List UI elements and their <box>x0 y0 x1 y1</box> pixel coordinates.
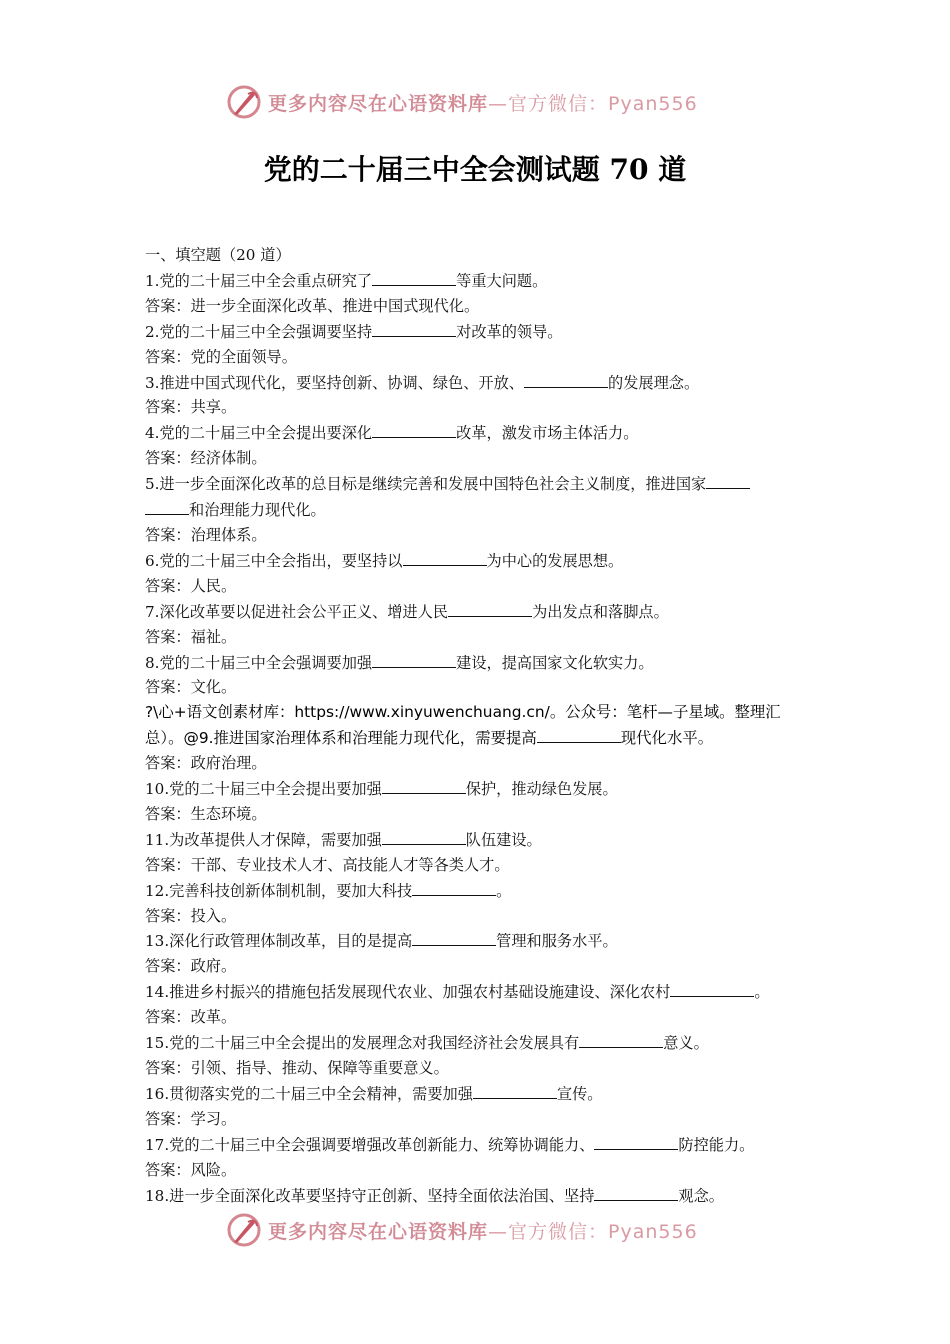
question-text: 11.为改革提供人才保障，需要加强 <box>145 830 382 849</box>
question-text: 1.党的二十届三中全会重点研究了 <box>145 271 373 290</box>
question-7 <box>145 599 813 625</box>
question-15 <box>145 1030 813 1056</box>
answer-10: 答案：生态环境。 <box>145 804 267 823</box>
question-6 <box>145 548 813 574</box>
question-text: 5.进一步全面深化改革的总目标是继续完善和发展中国特色社会主义制度，推进国家 <box>145 475 707 494</box>
question-text-tail: 防控能力。 <box>678 1135 755 1154</box>
answer-blank <box>473 1081 557 1099</box>
question-text: 15.党的二十届三中全会提出的发展理念对我国经济社会发展具有 <box>145 1034 580 1053</box>
footer-banner <box>226 1210 698 1250</box>
promo-notice-question-9 <box>145 700 813 751</box>
answer-8: 答案：文化。 <box>145 678 237 697</box>
answer-1: 答案：进一步全面深化改革、推进中国式现代化。 <box>145 296 480 315</box>
answer-15: 答案：引领、指导、推动、保障等重要意义。 <box>145 1059 449 1077</box>
header-banner <box>226 82 698 122</box>
answer-11: 答案：干部、专业技术人才、高技能人才等各类人才。 <box>145 855 510 874</box>
question-text-tail: 队伍建设。 <box>465 830 542 849</box>
banner-text <box>268 1217 698 1244</box>
question-text-tail: 为出发点和落脚点。 <box>532 602 669 621</box>
answer-blank <box>670 979 754 997</box>
answer-2: 答案：党的全面领导。 <box>145 347 297 366</box>
banner-brand: 更多内容尽在心语资料库 <box>268 92 489 115</box>
answer-blank <box>372 420 456 438</box>
question-text-tail: 的发展理念。 <box>608 373 700 392</box>
answer-blank <box>594 1132 678 1150</box>
question-text: 2.党的二十届三中全会强调要坚持 <box>145 322 373 341</box>
answer-blank <box>403 548 487 566</box>
quill-logo-icon <box>226 1212 262 1248</box>
question-text: 17.党的二十届三中全会强调要增强改革创新能力、统筹协调能力、 <box>145 1135 595 1154</box>
answer-9: 答案：政府治理。 <box>145 754 267 773</box>
question-2 <box>145 319 813 345</box>
question-text: 16.贯彻落实党的二十届三中全会精神，需要加强 <box>145 1084 473 1103</box>
section-heading: 一、填空题（20 道） <box>145 246 291 264</box>
banner-tail: 官方微信：Pyan556 <box>508 1220 698 1243</box>
question-11 <box>145 827 813 853</box>
answer-blank <box>594 1183 678 1201</box>
question-text-tail: 宣传。 <box>556 1084 603 1103</box>
question-text: 18.进一步全面深化改革要坚持守正创新、坚持全面依法治国、坚持 <box>145 1186 595 1205</box>
answer-13: 答案：政府。 <box>145 957 237 976</box>
banner-tail: 官方微信：Pyan556 <box>508 92 698 115</box>
question-8 <box>145 650 813 676</box>
question-12 <box>145 878 813 904</box>
notice-text-tail: 现代化水平。 <box>620 729 714 748</box>
question-14 <box>145 979 813 1005</box>
question-text-tail: 管理和服务水平。 <box>496 932 618 951</box>
question-18 <box>145 1183 813 1209</box>
banner-text <box>268 89 698 116</box>
question-text-tail: 等重大问题。 <box>456 271 548 290</box>
answer-blank <box>372 319 456 337</box>
question-10 <box>145 776 813 802</box>
answer-blank <box>579 1030 663 1048</box>
question-text: 6.党的二十届三中全会指出，要坚持以 <box>145 551 403 570</box>
answer-blank <box>372 650 456 668</box>
answer-blank-continued <box>145 497 189 515</box>
question-text-tail: 对改革的领导。 <box>456 322 563 341</box>
question-text: 14.推进乡村振兴的措施包括发展现代农业、加强农村基础设施建设、深化农村 <box>145 983 671 1002</box>
question-text-tail: 改革，激发市场主体活力。 <box>456 424 639 443</box>
answer-6: 答案：人民。 <box>145 576 237 595</box>
answer-3: 答案：共享。 <box>145 398 237 417</box>
question-13 <box>145 928 813 954</box>
answer-blank <box>524 370 608 388</box>
question-text-tail: 意义。 <box>663 1034 709 1053</box>
banner-separator: — <box>488 92 509 115</box>
question-text-tail: 建设，提高国家文化软实力。 <box>456 653 654 672</box>
answer-blank <box>382 827 466 845</box>
question-text: 10.党的二十届三中全会提出要加强 <box>145 780 382 799</box>
answer-17: 答案：风险。 <box>145 1160 237 1179</box>
question-1 <box>145 268 813 294</box>
question-5 <box>145 471 813 523</box>
answer-blank <box>537 725 621 743</box>
banner-separator: — <box>488 1220 509 1243</box>
answer-16: 答案：学习。 <box>145 1109 237 1128</box>
answer-12: 答案：投入。 <box>145 906 237 925</box>
question-text: 12.完善科技创新体制机制，要加大科技 <box>145 881 413 900</box>
question-text-tail: 保护，推动绿色发展。 <box>465 780 618 799</box>
banner-brand: 更多内容尽在心语资料库 <box>268 1220 489 1243</box>
document-body <box>145 243 813 1208</box>
question-text: 4.党的二十届三中全会提出要深化 <box>145 424 373 443</box>
question-text-tail: 。 <box>754 983 770 1002</box>
answer-blank <box>448 599 532 617</box>
answer-4: 答案：经济体制。 <box>145 449 267 468</box>
page-title: 党的二十届三中全会测试题 70 道 <box>263 153 687 186</box>
quill-logo-icon <box>226 84 262 120</box>
question-text: 13.深化行政管理体制改革，目的是提高 <box>145 932 413 951</box>
question-17 <box>145 1132 813 1158</box>
question-16 <box>145 1081 813 1107</box>
question-text: 3.推进中国式现代化，要坚持创新、协调、绿色、开放、 <box>145 373 524 392</box>
question-3 <box>145 370 813 396</box>
answer-blank <box>382 776 466 794</box>
notice-text: ?\心+语文创素材库：https://www.xinyuwenchuang.cn/。公众号：笔杆—子星域。整理汇总）。@9.推进国家治理体系和治理能力现代化，需要提高 <box>145 703 781 748</box>
question-text-tail: 和治理能力现代化。 <box>189 501 326 520</box>
question-text-tail: 。 <box>496 881 512 900</box>
answer-7: 答案：福祉。 <box>145 627 237 646</box>
answer-blank <box>372 268 456 286</box>
question-text-tail: 为中心的发展思想。 <box>486 551 624 570</box>
answer-blank <box>412 878 496 896</box>
question-text: 7.深化改革要以促进社会公平正义、增进人民 <box>145 602 449 621</box>
question-text: 8.党的二十届三中全会强调要加强 <box>145 653 373 672</box>
answer-5: 答案：治理体系。 <box>145 525 267 544</box>
question-4 <box>145 420 813 446</box>
answer-blank <box>706 471 750 489</box>
question-text-tail: 观念。 <box>678 1186 724 1205</box>
answer-14: 答案：改革。 <box>145 1008 237 1027</box>
answer-blank <box>412 928 496 946</box>
